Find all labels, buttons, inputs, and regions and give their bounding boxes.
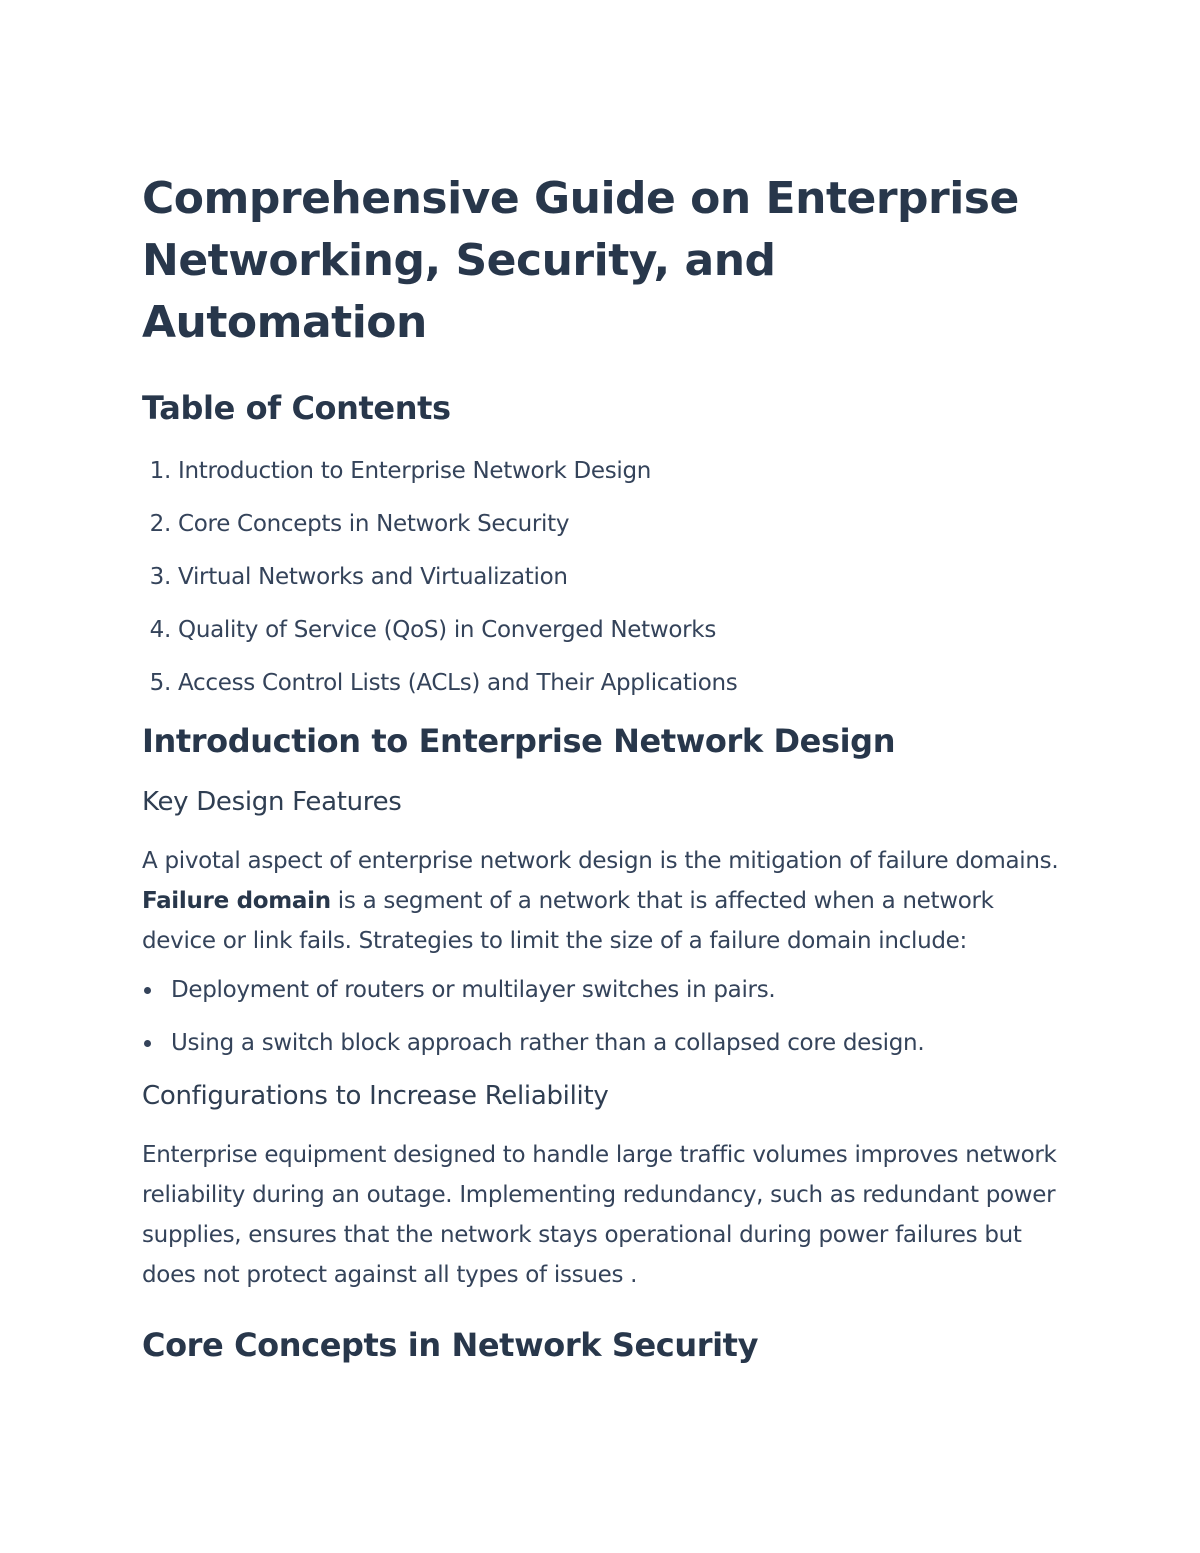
- toc-item-label: Introduction to Enterprise Network Design: [178, 458, 652, 484]
- toc-item-number: 3.: [149, 564, 171, 590]
- toc-item: [142, 668, 1072, 698]
- bold-term-failure-domain: Failure domain: [142, 888, 331, 914]
- document-title: Comprehensive Guide on Enterprise Networking, Security, and Automation: [142, 173, 1019, 348]
- bullet-icon: [144, 987, 151, 994]
- section-heading-network-security: Core Concepts in Network Security: [142, 1326, 759, 1364]
- toc-item-number: 4.: [149, 617, 171, 643]
- paragraph-failure-domains: [142, 841, 1072, 961]
- toc-item-number: 1.: [149, 458, 171, 484]
- toc-item-number: 2.: [149, 511, 171, 537]
- paragraph-reliability: Enterprise equipment designed to handle large traffic volumes improves network reliability during an outage. Implementing redundancy, such as redundant power supplies, ensures that the network stays operational during power failures but does not protect against all types of issues .: [142, 1142, 1057, 1288]
- subsection-heading-reliability: Configurations to Increase Reliability: [142, 1081, 609, 1111]
- list-item: [142, 975, 1072, 1005]
- paragraph-text: is a segment of a network that is affected when a network device or link fails. Strategies to limit the size of a failure domain include:: [142, 888, 994, 954]
- document-page: [142, 168, 1072, 1365]
- list-item-text: Using a switch block approach rather than a collapsed core design.: [171, 1030, 925, 1056]
- toc-item-label: Quality of Service (QoS) in Converged Networks: [178, 617, 717, 643]
- table-of-contents: [142, 456, 1072, 698]
- bullet-list-strategies: [142, 975, 1072, 1058]
- bullet-icon: [144, 1040, 151, 1047]
- toc-item: [142, 615, 1072, 645]
- toc-item-number: 5.: [149, 670, 171, 696]
- toc-item-label: Virtual Networks and Virtualization: [178, 564, 568, 590]
- section-heading-enterprise-design: Introduction to Enterprise Network Design: [142, 722, 896, 760]
- toc-heading: Table of Contents: [142, 389, 451, 427]
- list-item: [142, 1028, 1072, 1058]
- subsection-heading-key-design-features: Key Design Features: [142, 787, 402, 817]
- paragraph-text: A pivotal aspect of enterprise network design is the mitigation of failure domains.: [142, 848, 1059, 874]
- toc-item: [142, 509, 1072, 539]
- toc-item: [142, 456, 1072, 486]
- toc-item-label: Access Control Lists (ACLs) and Their Applications: [178, 670, 738, 696]
- toc-item: [142, 562, 1072, 592]
- list-item-text: Deployment of routers or multilayer switches in pairs.: [171, 977, 776, 1003]
- toc-item-label: Core Concepts in Network Security: [178, 511, 570, 537]
